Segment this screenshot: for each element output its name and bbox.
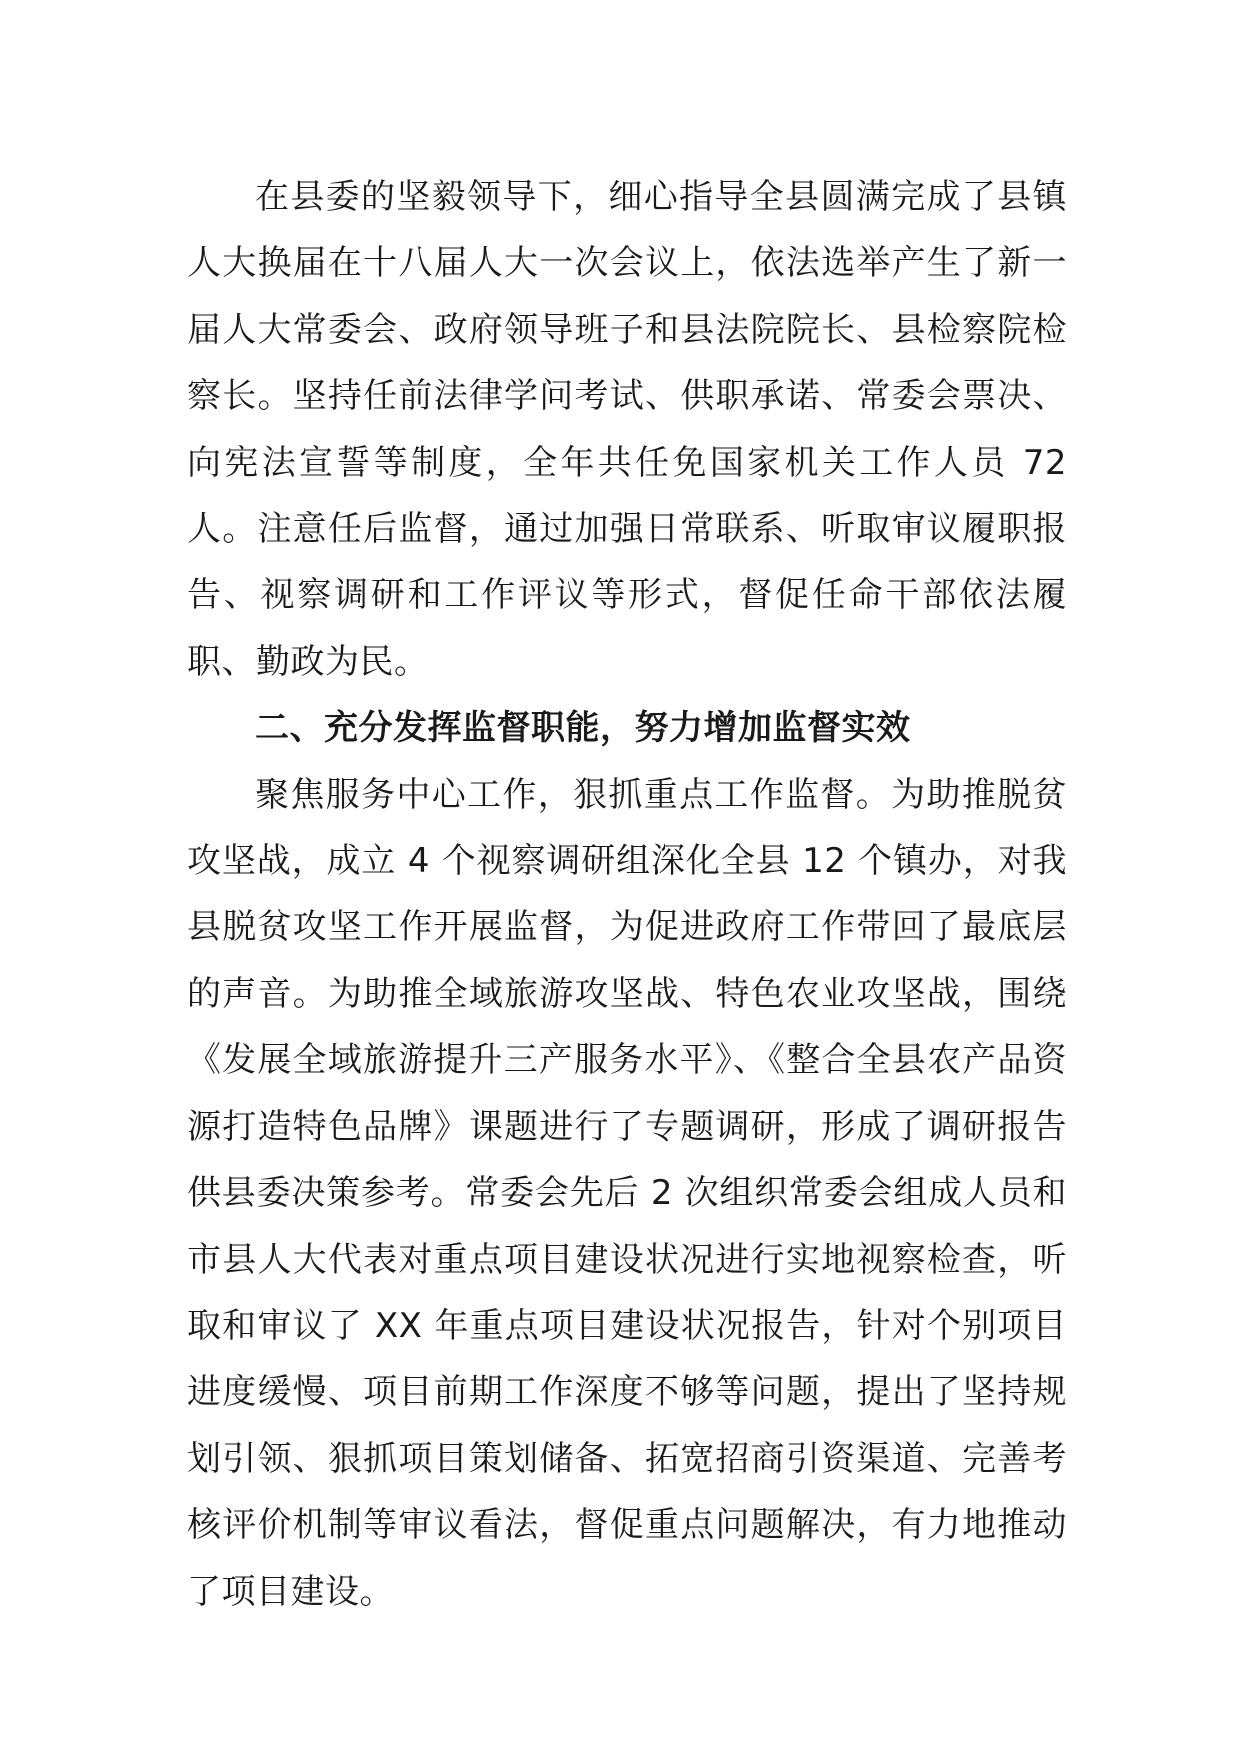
- section-heading-2: 二、充分发挥监督职能，努力增加监督实效: [255, 708, 911, 749]
- document-body: [187, 164, 1067, 1625]
- body-paragraph-1: 在县委的坚毅领导下，细心指导全县圆满完成了县镇人大换届在十八届人大一次会议上，依法选举产生了新一届人大常委会、政府领导班子和县法院院长、县检察院检察长。坚持任前法律学问考试、供职承诺、常委会票决、向宪法宣誓等制度，全年共任免国家机关工作人员 72 人。注意任后监督，通过加强日常联系、听取审议履职报告、视察调研和工作评议等形式，督促任命干部依法履职、勤政为民。: [187, 177, 1067, 682]
- body-paragraph-2: 聚焦服务中心工作，狠抓重点工作监督。为助推脱贫攻坚战，成立 4 个视察调研组深化全县 12 个镇办，对我县脱贫攻坚工作开展监督，为促进政府工作带回了最底层的声音。为助推全域旅游攻坚战、特色农业攻坚战，围绕《发展全域旅游提升三产服务水平》、《整合全县农产品资源打造特色品牌》课题进行了专题调研，形成了调研报告供县委决策参考。常委会先后 2 次组织常委会组成人员和市县人大代表对重点项目建设状况进行实地视察检查，听取和审议了 XX 年重点项目建设状况报告，针对个别项目进度缓慢、项目前期工作深度不够等问题，提出了坚持规划引领、狠抓项目策划储备、拓宽招商引资渠道、完善考核评价机制等审议看法，督促重点问题解决，有力地推动了项目建设。: [187, 774, 1067, 1612]
